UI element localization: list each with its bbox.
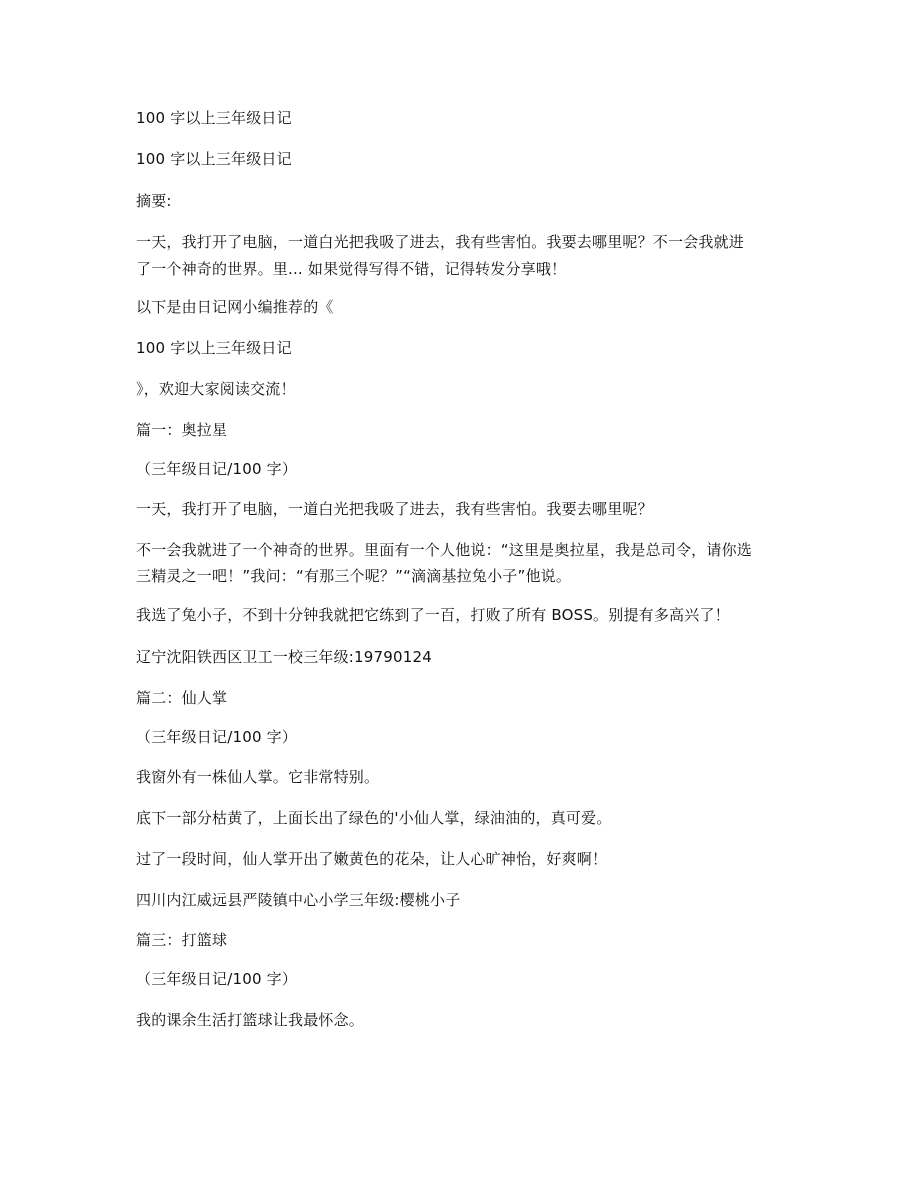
chapter-1-title: 篇一：奥拉星 bbox=[136, 421, 228, 439]
chapter-1-para-3: 我选了兔小子，不到十分钟我就把它练到了一百，打败了所有 BOSS。别提有多高兴了！ bbox=[136, 606, 730, 624]
chapter-2-para-1: 我窗外有一株仙人掌。它非常特别。 bbox=[136, 768, 380, 786]
intro-line-3: 》，欢迎大家阅读交流！ bbox=[136, 380, 296, 398]
doc-title-line: 100 字以上三年级日记 bbox=[136, 109, 292, 127]
chapter-1-para-2-line-2: 三精灵之一吧！”我问：“有那三个呢？”“滴滴基拉兔小子”他说。 bbox=[136, 567, 572, 585]
chapter-1-para-2-line-1: 不一会我就进了一个神奇的世界。里面有一个人他说：“这里是奥拉星，我是总司令，请你选 bbox=[136, 541, 752, 559]
chapter-2-title: 篇二：仙人掌 bbox=[136, 689, 228, 707]
summary-text-line-1: 一天，我打开了电脑，一道白光把我吸了进去，我有些害怕。我要去哪里呢？不一会我就进 bbox=[136, 233, 745, 251]
summary-text-line-2: 了一个神奇的世界。里... 如果觉得写得不错，记得转发分享哦！ bbox=[136, 260, 567, 278]
chapter-1-author: 辽宁沈阳铁西区卫工一校三年级:19790124 bbox=[136, 648, 433, 666]
intro-line-2: 100 字以上三年级日记 bbox=[136, 339, 292, 357]
chapter-2-para-2: 底下一部分枯黄了，上面长出了绿色的'小仙人掌，绿油油的，真可爱。 bbox=[136, 809, 612, 827]
chapter-2-author: 四川内江威远县严陵镇中心小学三年级:樱桃小子 bbox=[136, 891, 461, 909]
chapter-1-para-1: 一天，我打开了电脑，一道白光把我吸了进去，我有些害怕。我要去哪里呢？ bbox=[136, 500, 653, 518]
doc-subtitle-line: 100 字以上三年级日记 bbox=[136, 150, 292, 168]
chapter-3-para-1: 我的课余生活打篮球让我最怀念。 bbox=[136, 1011, 365, 1029]
chapter-2-meta: （三年级日记/100 字） bbox=[136, 728, 298, 746]
chapter-1-meta: （三年级日记/100 字） bbox=[136, 460, 298, 478]
chapter-3-meta: （三年级日记/100 字） bbox=[136, 970, 298, 988]
summary-label: 摘要: bbox=[136, 192, 172, 210]
intro-line-1: 以下是由日记网小编推荐的《 bbox=[136, 298, 334, 316]
chapter-2-para-3: 过了一段时间，仙人掌开出了嫩黄色的花朵，让人心旷神怡，好爽啊！ bbox=[136, 850, 608, 868]
chapter-3-title: 篇三：打篮球 bbox=[136, 931, 228, 949]
